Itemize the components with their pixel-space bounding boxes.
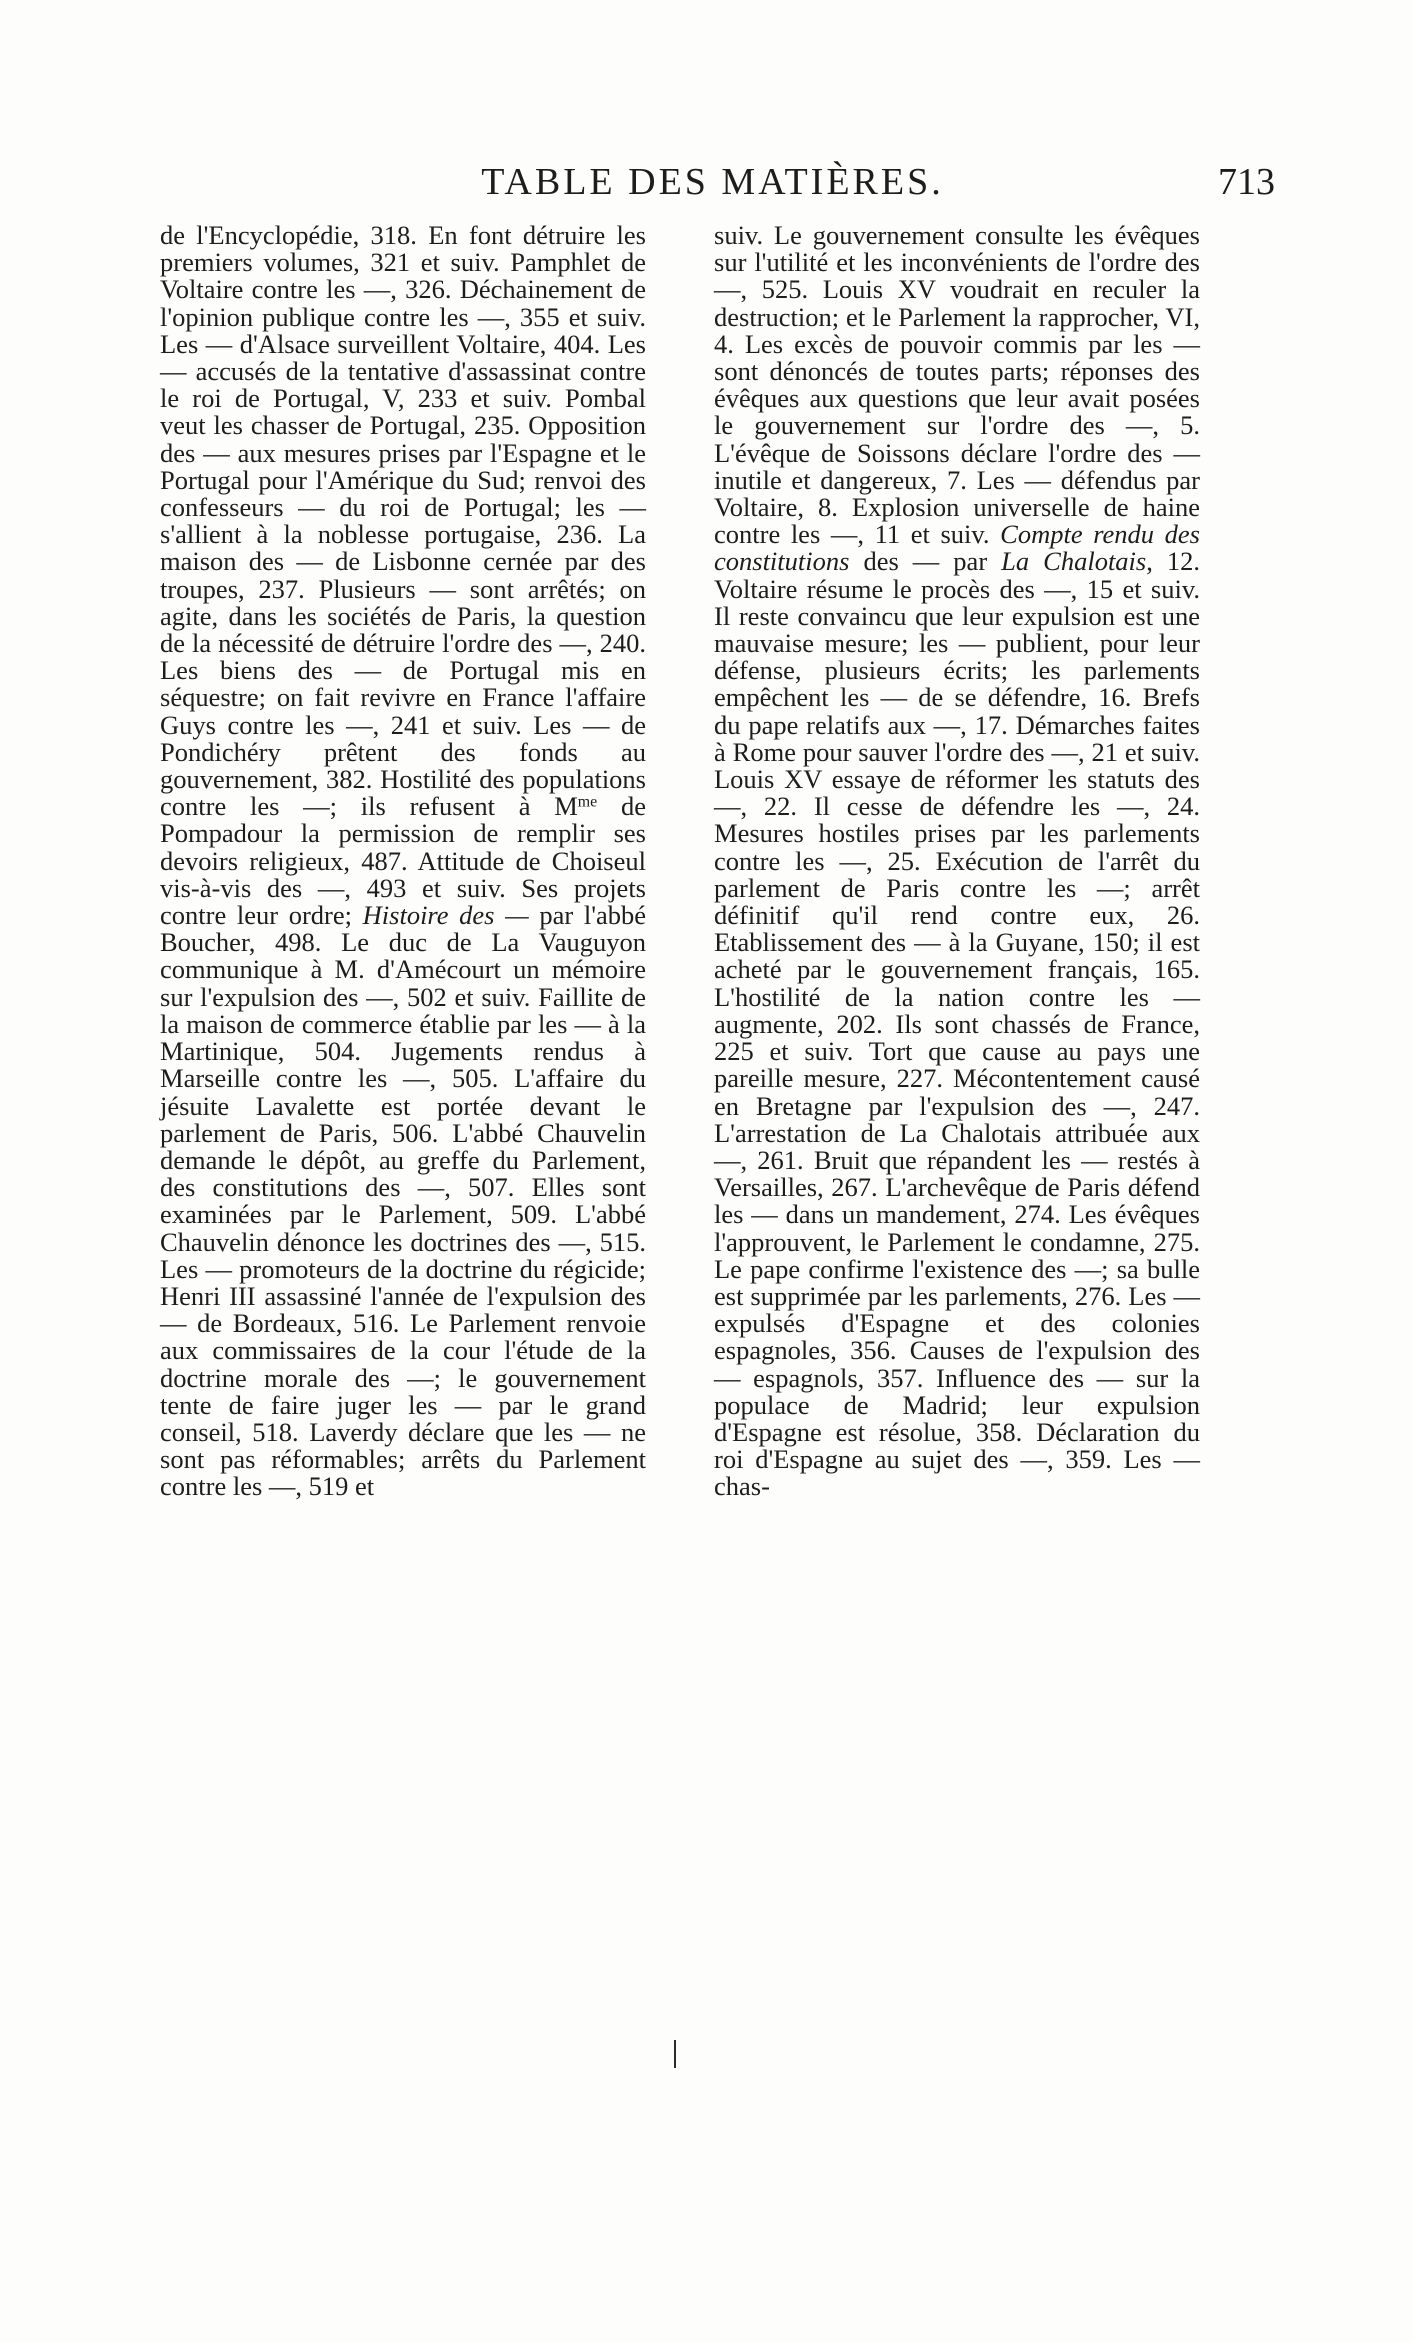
left-text-part-1: de l'Encyclopédie, 318. En font détruire les premiers volumes, 321 et suiv. Pamphlet de Voltaire contre les —, 326. Déchainement de l'opinion publique contre les —, 355 et suiv. Les — d'Alsace surveillent Voltaire, 404. Les — accusés de la tentative d'assassinat contre le roi de Portugal, V, 233 et suiv. Pombal veut les chasser de Portugal, 235. Opposition des — aux mesures prises par l'Espagne et le Portugal pour l'Amérique du Sud; renvoi des confesseurs — du roi de Portugal; les — s'allient à la noblesse portugaise, 236. La maison des — de Lisbonne cernée par des troupes, 237. Plusieurs — sont arrêtés; on agite, dans les sociétés de Paris, la question de la nécessité de détruire l'ordre des —, 240. Les biens des — de Portugal mis en séquestre; on fait revivre en France l'affaire Guys contre les —, 241 et suiv. Les — de Pondichéry prêtent des fonds au gouvernement, 382. Hostilité des populations contre les —; ils refusent à M bbox=[160, 220, 646, 822]
right-text-part-2: des — par bbox=[849, 546, 1002, 577]
left-text-part-3: par l'abbé Boucher, 498. Le duc de La Vauguyon communique à M. d'Amécourt un mémoire sur l'expulsion des —, 502 et suiv. Faillite de la maison de commerce établie par les — à la Martinique, 504. Jugements rendus à Marseille contre les —, 505. L'affaire du jésuite Lavalette est portée devant le parlement de Paris, 506. L'abbé Chauvelin demande le dépôt, au greffe du Parlement, des constitutions des —, 507. Elles sont examinées par le Parlement, 509. L'abbé Chauvelin dénonce les doctrines des —, 515. Les — promoteurs de la doctrine du régicide; Henri III assassiné l'année de l'expulsion des — de Bordeaux, 516. Le Parlement renvoie aux commissaires de la cour l'étude de la doctrine morale des —; le gouvernement tente de faire juger les — par le grand conseil, 518. Laverdy déclare que les — ne sont pas réformables; arrêts du Parlement contre les —, 519 et bbox=[160, 900, 646, 1502]
column-divider bbox=[674, 2040, 676, 2068]
right-text-part-1: suiv. Le gouvernement consulte les évêques sur l'utilité et les inconvénients de l'ordre des —, 525. Louis XV voudrait en reculer la destruction; et le Parlement la rapprocher, VI, 4. Les excès de pouvoir commis par les — sont dénoncés de toutes parts; réponses des évêques aux questions que leur avait posées le gouvernement sur l'ordre des —, 5. L'évêque de Soissons déclare l'ordre des — inutile et dangereux, 7. Les — défendus par Voltaire, 8. Explosion universelle de haine contre les —, 11 et suiv. bbox=[714, 220, 1200, 550]
page-title: TABLE DES MATIÈRES. bbox=[481, 161, 944, 203]
page-number: 713 bbox=[1218, 161, 1275, 203]
right-text-part-3: , 12. Voltaire résume le procès des —, 15 et suiv. Il reste convaincu que leur expulsion est une mauvaise mesure; les — publient, pour leur défense, plusieurs écrits; les parlements empêchent les — de se défendre, 16. Brefs du pape relatifs aux —, 17. Démarches faites à Rome pour sauver l'ordre des —, 21 et suiv. Louis XV essaye de réformer les statuts des —, 22. Il cesse de défendre les —, 24. Mesures hostiles prises par les parlements contre les —, 25. Exécution de l'arrêt du parlement de Paris contre les —; arrêt définitif qu'il rend contre eux, 26. Etablissement des — à la Guyane, 150; il est acheté par le gouvernement français, 165. L'hostilité de la nation contre les — augmente, 202. Ils sont chassés de France, 225 et suiv. Tort que cause au pays une pareille mesure, 227. Mécontentement causé en Bretagne par l'expulsion des —, 247. L'arrestation de La Chalotais attribuée aux —, 261. Bruit que répandent les — restés à Versailles, 267. L'archevêque de Paris défend les — dans un mandement, 274. Les évêques l'approuvent, le Parlement le condamne, 275. Le pape confirme l'existence des —; sa bulle est supprimée par les parlements, 276. Les — expulsés d'Espagne et des colonies espagnoles, 356. Causes de l'expulsion des — espagnols, 357. Influence des — sur la populace de Madrid; leur expulsion d'Espagne est résolue, 358. Déclaration du roi d'Espagne au sujet des —, 359. Les — chas- bbox=[714, 546, 1200, 1502]
left-text-part-2: de Pompadour la permission de remplir ses devoirs religieux, 487. Attitude de Choiseul vis-à-vis des —, 493 et suiv. Ses projets contre leur ordre; bbox=[160, 791, 646, 931]
superscript-me: me bbox=[577, 793, 598, 811]
italic-title-histoire: Histoire des — bbox=[362, 900, 529, 931]
index-entry-text bbox=[714, 222, 1200, 1501]
italic-name-chalotais: La Chalotais bbox=[1001, 546, 1147, 577]
index-entry-text bbox=[160, 222, 646, 1501]
right-column bbox=[714, 222, 1200, 1501]
left-column bbox=[160, 222, 646, 1501]
italic-title-compte-rendu: Compte rendu des constitutions bbox=[714, 519, 1200, 577]
running-header bbox=[150, 152, 1275, 212]
